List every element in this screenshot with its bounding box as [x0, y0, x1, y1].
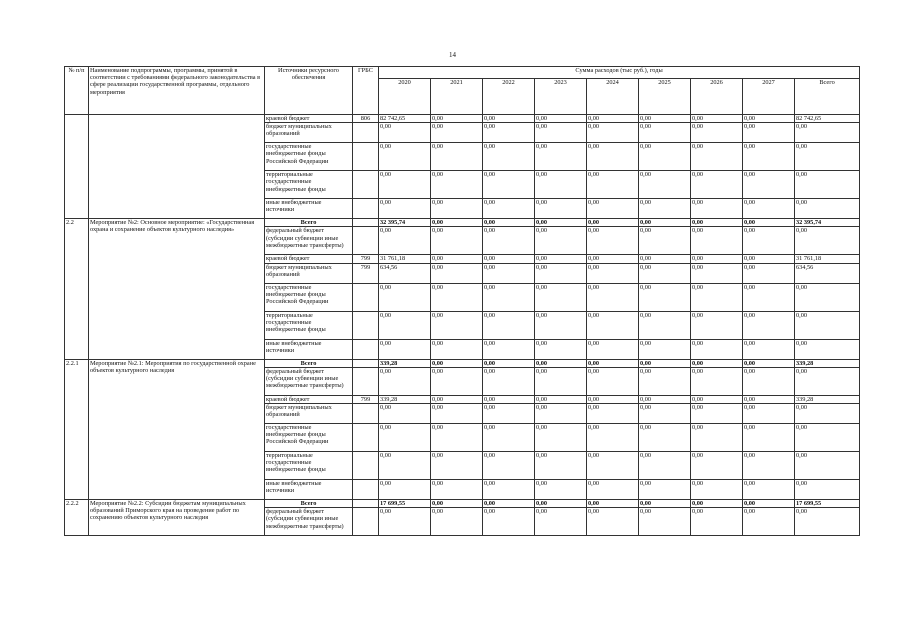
- row-source: государственные внебюджетные фонды Российской Федерации: [265, 143, 353, 171]
- row-value: 0,00: [743, 199, 795, 219]
- header-year-total: Всего: [795, 79, 860, 115]
- row-value: 0,00: [431, 283, 483, 311]
- row-value: 0,00: [483, 171, 535, 199]
- row-value: 634,56: [379, 263, 431, 283]
- row-value: 0,00: [431, 311, 483, 339]
- row-grbs: [353, 500, 379, 508]
- row-value: 0,00: [587, 480, 639, 500]
- row-value: 0,00: [483, 263, 535, 283]
- row-value: 0,00: [431, 115, 483, 123]
- row-value: 0,00: [795, 508, 860, 536]
- row-value: 0,00: [743, 219, 795, 227]
- row-value: 0,00: [743, 508, 795, 536]
- row-value: 0,00: [743, 123, 795, 143]
- row-value: 31 761,18: [379, 255, 431, 263]
- row-value: 0,00: [483, 424, 535, 452]
- row-source: Всего: [265, 359, 353, 367]
- row-value: 0,00: [431, 395, 483, 403]
- row-value: 0,00: [639, 263, 691, 283]
- row-grbs: [353, 404, 379, 424]
- row-value: 0,00: [743, 227, 795, 255]
- row-value: 0,00: [379, 367, 431, 395]
- row-value: 0,00: [483, 143, 535, 171]
- row-value: 0,00: [743, 143, 795, 171]
- row-value: 0,00: [691, 143, 743, 171]
- row-value: 0,00: [483, 404, 535, 424]
- row-value: 0,00: [587, 115, 639, 123]
- row-value: 0,00: [691, 263, 743, 283]
- row-value: 0,00: [535, 171, 587, 199]
- row-value: 0,00: [587, 367, 639, 395]
- row-value: 0,00: [587, 404, 639, 424]
- row-value: 0,00: [691, 171, 743, 199]
- row-value: 0,00: [795, 367, 860, 395]
- table-row: [65, 115, 860, 123]
- row-measure-name: Мероприятие №2.2: Субсидии бюджетам муниципальных образований Приморского края на проведение работ по сохранению объектов культурного наследия: [89, 500, 265, 536]
- row-value: 0,00: [379, 452, 431, 480]
- row-value: 0,00: [535, 508, 587, 536]
- row-value: 0,00: [691, 367, 743, 395]
- row-value: 0,00: [639, 143, 691, 171]
- row-value: 0,00: [639, 115, 691, 123]
- header-year-2020: 2020: [379, 79, 431, 115]
- row-value: 0,00: [795, 480, 860, 500]
- row-grbs: [353, 424, 379, 452]
- row-grbs: [353, 199, 379, 219]
- row-grbs: [353, 171, 379, 199]
- row-source: бюджет муниципальных образований: [265, 263, 353, 283]
- row-value: 0,00: [535, 311, 587, 339]
- row-grbs: [353, 452, 379, 480]
- row-grbs: 806: [353, 115, 379, 123]
- row-value: 0,00: [691, 452, 743, 480]
- row-value: 0,00: [431, 255, 483, 263]
- row-source: краевой бюджет: [265, 255, 353, 263]
- row-num: 2.2: [65, 219, 89, 359]
- row-value: 0,00: [743, 255, 795, 263]
- row-source: иные внебюджетные источники: [265, 339, 353, 359]
- header-year-2026: 2026: [691, 79, 743, 115]
- row-value: 0,00: [483, 115, 535, 123]
- row-grbs: [353, 311, 379, 339]
- row-value: 0,00: [743, 404, 795, 424]
- row-source: иные внебюджетные источники: [265, 199, 353, 219]
- row-value: 0,00: [431, 199, 483, 219]
- row-value: 0,00: [587, 123, 639, 143]
- row-value: 0,00: [431, 123, 483, 143]
- row-value: 0,00: [639, 123, 691, 143]
- row-grbs: [353, 508, 379, 536]
- row-value: 0,00: [379, 143, 431, 171]
- row-value: 0,00: [483, 227, 535, 255]
- row-value: 0,00: [535, 424, 587, 452]
- row-value: 0,00: [587, 143, 639, 171]
- row-value: 0,00: [743, 171, 795, 199]
- row-value: 0,00: [483, 199, 535, 219]
- row-value: 0,00: [639, 424, 691, 452]
- row-value: 0,00: [535, 255, 587, 263]
- row-value: 0,00: [587, 227, 639, 255]
- header-year-2023: 2023: [535, 79, 587, 115]
- row-value: 32 395,74: [379, 219, 431, 227]
- row-value: 0,00: [483, 219, 535, 227]
- row-value: 0,00: [743, 395, 795, 403]
- row-value: 0,00: [691, 424, 743, 452]
- page-number: 14: [449, 51, 456, 59]
- row-value: 0,00: [639, 227, 691, 255]
- row-value: 0,00: [483, 395, 535, 403]
- row-value: 0,00: [535, 123, 587, 143]
- row-value: 0,00: [379, 508, 431, 536]
- row-value: 0,00: [639, 219, 691, 227]
- row-value: 0,00: [483, 359, 535, 367]
- row-value: 0,00: [535, 115, 587, 123]
- row-value: 0,00: [483, 311, 535, 339]
- row-value: 0,00: [795, 404, 860, 424]
- header-year-2024: 2024: [587, 79, 639, 115]
- row-value: 0,00: [691, 395, 743, 403]
- row-value: 0,00: [379, 339, 431, 359]
- row-source: бюджет муниципальных образований: [265, 404, 353, 424]
- row-source: территориальные государственные внебюджетные фонды: [265, 452, 353, 480]
- row-value: 0,00: [483, 480, 535, 500]
- row-value: 0,00: [639, 500, 691, 508]
- row-grbs: [353, 143, 379, 171]
- row-value: 0,00: [535, 339, 587, 359]
- row-value: 17 699,55: [379, 500, 431, 508]
- row-value: 0,00: [431, 480, 483, 500]
- row-num: [65, 115, 89, 219]
- row-value: 0,00: [743, 480, 795, 500]
- row-value: 0,00: [743, 500, 795, 508]
- row-value: 0,00: [691, 123, 743, 143]
- row-value: 0,00: [431, 424, 483, 452]
- row-source: краевой бюджет: [265, 395, 353, 403]
- row-value: 0,00: [639, 311, 691, 339]
- row-value: 0,00: [795, 143, 860, 171]
- row-value: 0,00: [639, 339, 691, 359]
- row-value: 0,00: [587, 359, 639, 367]
- row-grbs: [353, 283, 379, 311]
- row-grbs: [353, 367, 379, 395]
- row-value: 0,00: [691, 255, 743, 263]
- row-value: 0,00: [639, 404, 691, 424]
- row-source: территориальные государственные внебюджетные фонды: [265, 171, 353, 199]
- row-value: 0,00: [587, 311, 639, 339]
- row-value: 0,00: [587, 395, 639, 403]
- row-source: бюджет муниципальных образований: [265, 123, 353, 143]
- row-value: 0,00: [483, 367, 535, 395]
- row-value: 0,00: [587, 283, 639, 311]
- row-value: 0,00: [639, 255, 691, 263]
- row-value: 0,00: [431, 404, 483, 424]
- row-value: 0,00: [743, 424, 795, 452]
- row-value: 0,00: [379, 424, 431, 452]
- row-grbs: [353, 227, 379, 255]
- row-value: 0,00: [535, 359, 587, 367]
- row-value: 0,00: [587, 424, 639, 452]
- table-row: [65, 500, 860, 508]
- row-value: 0,00: [535, 395, 587, 403]
- row-grbs: 799: [353, 395, 379, 403]
- row-value: 0,00: [379, 283, 431, 311]
- row-value: 0,00: [535, 219, 587, 227]
- row-value: 0,00: [535, 263, 587, 283]
- row-value: 0,00: [535, 367, 587, 395]
- header-num: № п/п: [65, 67, 89, 115]
- row-value: 0,00: [639, 199, 691, 219]
- row-value: 0,00: [431, 263, 483, 283]
- row-value: 0,00: [535, 199, 587, 219]
- row-value: 0,00: [431, 219, 483, 227]
- row-value: 0,00: [431, 508, 483, 536]
- row-value: 0,00: [379, 311, 431, 339]
- row-value: 0,00: [483, 255, 535, 263]
- row-value: 0,00: [795, 424, 860, 452]
- row-grbs: [353, 339, 379, 359]
- row-value: 0,00: [587, 452, 639, 480]
- row-value: 0,00: [379, 227, 431, 255]
- row-value: 0,00: [431, 500, 483, 508]
- row-value: 0,00: [795, 452, 860, 480]
- row-value: 0,00: [535, 404, 587, 424]
- row-value: 0,00: [379, 123, 431, 143]
- row-value: 0,00: [743, 311, 795, 339]
- row-source: федеральный бюджет (субсидии субвенции иные межбюджетные трансферты): [265, 227, 353, 255]
- row-measure-name: Мероприятие №2.1: Мероприятия по государственной охране объектов культурного наследия: [89, 359, 265, 499]
- row-value: 0,00: [587, 219, 639, 227]
- row-value: 0,00: [535, 143, 587, 171]
- row-value: 0,00: [587, 500, 639, 508]
- row-source: территориальные государственные внебюджетные фонды: [265, 311, 353, 339]
- row-value: 0,00: [535, 500, 587, 508]
- row-value: 32 395,74: [795, 219, 860, 227]
- row-grbs: 799: [353, 255, 379, 263]
- header-year-2021: 2021: [431, 79, 483, 115]
- row-value: 0,00: [431, 452, 483, 480]
- row-value: 0,00: [691, 339, 743, 359]
- row-value: 0,00: [743, 367, 795, 395]
- row-value: 0,00: [431, 367, 483, 395]
- row-value: 0,00: [795, 339, 860, 359]
- row-value: 0,00: [535, 227, 587, 255]
- row-value: 0,00: [639, 367, 691, 395]
- row-value: 0,00: [639, 452, 691, 480]
- row-num: 2.2.2: [65, 500, 89, 536]
- row-source: иные внебюджетные источники: [265, 480, 353, 500]
- header-name: Наименование подпрограммы, программы, принятой в соответствии с требованиями федерального законодательства в сфере реализации государственной программы, отдельного мероприятия: [89, 67, 265, 115]
- row-value: 0,00: [795, 123, 860, 143]
- row-value: 0,00: [483, 452, 535, 480]
- row-value: 0,00: [483, 500, 535, 508]
- row-source: государственные внебюджетные фонды Российской Федерации: [265, 283, 353, 311]
- row-value: 0,00: [535, 452, 587, 480]
- row-value: 0,00: [691, 404, 743, 424]
- row-value: 0,00: [691, 115, 743, 123]
- row-value: 0,00: [379, 404, 431, 424]
- row-value: 0,00: [639, 283, 691, 311]
- row-value: 339,28: [795, 395, 860, 403]
- row-value: 634,56: [795, 263, 860, 283]
- row-value: 0,00: [743, 283, 795, 311]
- header-sum: Сумма расходов (тыс руб.), годы: [379, 67, 860, 79]
- row-value: 0,00: [431, 339, 483, 359]
- row-value: 0,00: [743, 263, 795, 283]
- table-row: [65, 219, 860, 227]
- row-value: 0,00: [691, 227, 743, 255]
- row-value: 0,00: [431, 227, 483, 255]
- row-value: 17 699,55: [795, 500, 860, 508]
- row-value: 0,00: [691, 359, 743, 367]
- row-grbs: 799: [353, 263, 379, 283]
- row-value: 0,00: [795, 283, 860, 311]
- row-source: государственные внебюджетные фонды Российской Федерации: [265, 424, 353, 452]
- row-value: 0,00: [483, 508, 535, 536]
- row-value: 339,28: [379, 359, 431, 367]
- row-grbs: [353, 480, 379, 500]
- row-source: Всего: [265, 500, 353, 508]
- row-value: 0,00: [639, 171, 691, 199]
- row-value: 0,00: [587, 171, 639, 199]
- row-value: 0,00: [535, 480, 587, 500]
- row-value: 339,28: [795, 359, 860, 367]
- row-value: 0,00: [795, 227, 860, 255]
- row-value: 0,00: [587, 339, 639, 359]
- row-value: 0,00: [691, 199, 743, 219]
- row-grbs: [353, 359, 379, 367]
- row-value: 0,00: [587, 255, 639, 263]
- row-value: 0,00: [379, 171, 431, 199]
- row-value: 0,00: [743, 339, 795, 359]
- row-value: 0,00: [691, 283, 743, 311]
- row-source: федеральный бюджет (субсидии субвенции иные межбюджетные трансферты): [265, 508, 353, 536]
- row-value: 0,00: [431, 359, 483, 367]
- row-value: 0,00: [691, 311, 743, 339]
- row-grbs: [353, 219, 379, 227]
- row-source: Всего: [265, 219, 353, 227]
- row-value: 0,00: [639, 395, 691, 403]
- row-num: 2.2.1: [65, 359, 89, 499]
- row-value: 339,28: [379, 395, 431, 403]
- row-value: 0,00: [379, 199, 431, 219]
- table-row: [65, 359, 860, 367]
- row-measure-name: Мероприятие №2: Основное мероприятие: «Государственная охрана и сохранение объектов культурного наследия»: [89, 219, 265, 359]
- row-value: 0,00: [639, 508, 691, 536]
- row-value: 0,00: [535, 283, 587, 311]
- row-value: 0,00: [743, 452, 795, 480]
- row-value: 0,00: [691, 500, 743, 508]
- row-value: 0,00: [483, 339, 535, 359]
- row-source: федеральный бюджет (субсидии субвенции иные межбюджетные трансферты): [265, 367, 353, 395]
- header-source: Источники ресурсного обеспечения: [265, 67, 353, 115]
- row-value: 0,00: [587, 199, 639, 219]
- row-value: 0,00: [379, 480, 431, 500]
- row-value: 0,00: [431, 171, 483, 199]
- row-value: 0,00: [795, 199, 860, 219]
- row-value: 31 761,18: [795, 255, 860, 263]
- row-value: 0,00: [587, 263, 639, 283]
- row-source: краевой бюджет: [265, 115, 353, 123]
- row-measure-name: [89, 115, 265, 219]
- row-value: 0,00: [743, 359, 795, 367]
- row-value: 0,00: [691, 219, 743, 227]
- row-value: 0,00: [483, 123, 535, 143]
- header-year-2027: 2027: [743, 79, 795, 115]
- row-value: 0,00: [743, 115, 795, 123]
- row-value: 0,00: [483, 283, 535, 311]
- header-year-2025: 2025: [639, 79, 691, 115]
- header-grbs: ГРБС: [353, 67, 379, 115]
- row-value: 0,00: [639, 480, 691, 500]
- row-value: 0,00: [587, 508, 639, 536]
- row-value: 0,00: [795, 171, 860, 199]
- row-value: 0,00: [691, 508, 743, 536]
- row-value: 82 742,65: [795, 115, 860, 123]
- row-value: 0,00: [639, 359, 691, 367]
- budget-table: [64, 66, 860, 536]
- row-value: 0,00: [431, 143, 483, 171]
- header-year-2022: 2022: [483, 79, 535, 115]
- row-value: 0,00: [795, 311, 860, 339]
- row-value: 0,00: [691, 480, 743, 500]
- row-grbs: [353, 123, 379, 143]
- row-value: 82 742,65: [379, 115, 431, 123]
